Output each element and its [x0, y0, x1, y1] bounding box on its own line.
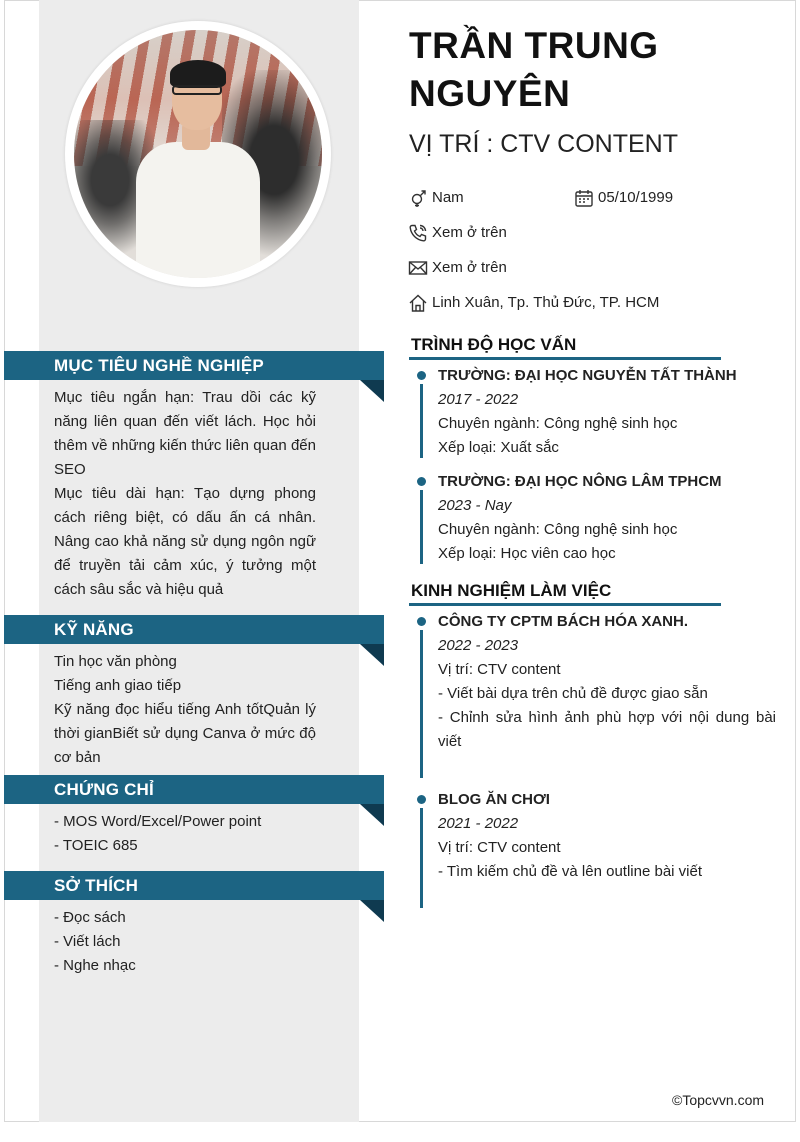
dob-value: 05/10/1999	[598, 189, 674, 206]
avatar-glasses	[172, 85, 222, 95]
experience-date: 2022 - 2023	[438, 637, 519, 654]
education-rank: Xếp loại: Xuất sắc	[438, 439, 559, 456]
phone-value: Xem ở trên	[432, 224, 507, 241]
phone-icon	[408, 223, 428, 243]
skills-heading-fold	[360, 644, 384, 666]
phone-info	[408, 222, 507, 244]
timeline-line	[420, 808, 423, 908]
education-heading-rule	[409, 357, 721, 360]
education-school: TRƯỜNG: ĐẠI HỌC NÔNG LÂM TPHCM	[438, 473, 722, 490]
education-major: Chuyên ngành: Công nghệ sinh học	[438, 415, 678, 432]
certificate-item: - TOEIC 685	[54, 837, 138, 854]
gender-info	[408, 187, 464, 209]
certificates-list	[54, 810, 316, 858]
address-value: Linh Xuân, Tp. Thủ Đức, TP. HCM	[432, 294, 660, 311]
skills-heading: KỸ NĂNG	[4, 615, 384, 644]
experience-company: BLOG ĂN CHƠI	[438, 791, 550, 808]
hobbies-list	[54, 906, 316, 978]
education-school: TRƯỜNG: ĐẠI HỌC NGUYỄN TẤT THÀNH	[438, 367, 737, 384]
candidate-position: VỊ TRÍ : CTV CONTENT	[409, 130, 678, 158]
email-value: Xem ở trên	[432, 259, 507, 276]
envelope-icon	[408, 258, 428, 278]
objective-heading-fold	[360, 380, 384, 402]
education-rank: Xếp loại: Học viên cao học	[438, 545, 616, 562]
timeline-dot	[417, 795, 426, 804]
timeline-line	[420, 384, 423, 458]
timeline-dot	[417, 617, 426, 626]
hobby-item: - Viết lách	[54, 933, 121, 950]
experience-duty: - Chỉnh sửa hình ảnh phù hợp với nội dung bài viết	[438, 709, 776, 750]
hobby-item: - Đọc sách	[54, 909, 126, 926]
timeline-line	[420, 490, 423, 564]
certificates-heading-fold	[360, 804, 384, 826]
gender-icon	[408, 188, 428, 208]
avatar	[74, 30, 322, 278]
skill-item: Tin học văn phòng	[54, 653, 177, 670]
calendar-icon	[574, 188, 594, 208]
avatar-hair	[170, 60, 226, 88]
certificates-heading: CHỨNG CHỈ	[4, 775, 384, 804]
candidate-name-line1: TRẦN TRUNG	[409, 25, 659, 66]
education-major: Chuyên ngành: Công nghệ sinh học	[438, 521, 678, 538]
experience-entry	[438, 788, 776, 884]
hobbies-heading-fold	[360, 900, 384, 922]
objective-content	[54, 386, 316, 602]
experience-company: CÔNG TY CPTM BÁCH HÓA XANH.	[438, 613, 689, 630]
experience-entry	[438, 610, 776, 754]
objective-long-term: Mục tiêu dài hạn: Tạo dựng phong cách riêng biệt, có dấu ấn cá nhân. Nâng cao khả năng sử dụng ngôn ngữ để truyền tải cảm xúc, ý tưởng một cách sâu sắc và hiệu quả	[54, 485, 316, 598]
hobbies-heading: SỞ THÍCH	[4, 871, 384, 900]
education-heading: TRÌNH ĐỘ HỌC VẤN	[411, 335, 577, 354]
address-info	[408, 292, 659, 314]
dob-info	[574, 187, 673, 209]
timeline-dot	[417, 477, 426, 486]
skill-item: Kỹ năng đọc hiểu tiếng Anh tốtQuản lý thời gianBiết sử dụng Canva ở mức độ cơ bản	[54, 701, 316, 766]
experience-role: Vị trí: CTV content	[438, 839, 561, 856]
skill-item: Tiếng anh giao tiếp	[54, 677, 182, 694]
objective-short-term: Mục tiêu ngắn hạn: Trau dồi các kỹ năng liên quan đến viết lách. Học hỏi thêm về những kiến thức liên quan đến SEO	[54, 389, 316, 478]
skills-list	[54, 650, 316, 770]
education-date: 2017 - 2022	[438, 391, 519, 408]
experience-duty: - Tìm kiếm chủ đề và lên outline bài viết	[438, 863, 703, 880]
gender-value: Nam	[432, 189, 464, 206]
experience-duty: - Viết bài dựa trên chủ đề được giao sẵn	[438, 685, 708, 702]
education-entry	[438, 470, 776, 566]
home-icon	[408, 293, 428, 313]
avatar-frame	[65, 21, 331, 287]
copyright-text: ©Topcvvn.com	[672, 1092, 765, 1108]
certificate-item: - MOS Word/Excel/Power point	[54, 813, 262, 830]
timeline-dot	[417, 371, 426, 380]
experience-heading-rule	[409, 603, 721, 606]
experience-role: Vị trí: CTV content	[438, 661, 561, 678]
candidate-name-line2: NGUYÊN	[409, 73, 571, 114]
objective-heading: MỤC TIÊU NGHỀ NGHIỆP	[4, 351, 384, 380]
email-info	[408, 257, 507, 279]
avatar-shirt	[136, 142, 260, 278]
education-date: 2023 - Nay	[438, 497, 512, 514]
experience-date: 2021 - 2022	[438, 815, 519, 832]
education-entry	[438, 364, 776, 460]
hobby-item: - Nghe nhạc	[54, 957, 136, 974]
candidate-name	[409, 22, 789, 118]
timeline-line	[420, 630, 423, 778]
experience-heading: KINH NGHIỆM LÀM VIỆC	[411, 581, 612, 600]
